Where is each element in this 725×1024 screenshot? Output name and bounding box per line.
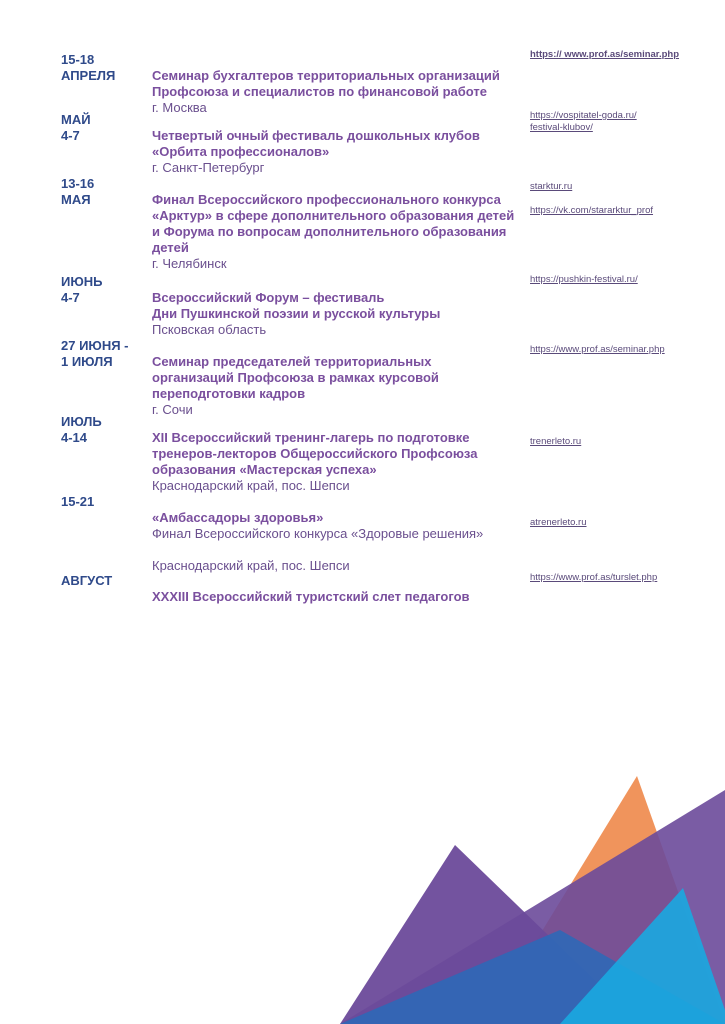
event-title-text: XII Всероссийский тренинг-лагерь по подготовке тренеров-лекторов Общероссийского Профсоюза образования «Мастерская успеха»: [152, 430, 478, 477]
event-link[interactable]: https://pushkin-festival.ru/: [530, 274, 638, 285]
event-link[interactable]: atrenerleto.ru: [530, 517, 587, 528]
event-title-text: «Амбассадоры здоровья»: [152, 510, 324, 525]
event-date: 15-21: [61, 494, 95, 509]
event-place: г. Челябинск: [152, 256, 227, 271]
event-place: Псковская область: [152, 322, 267, 337]
event-title-text: Финал Всероссийского профессионального конкурса «Арктур» в сфере дополнительного образования детей и Форума по вопросам дополнительного образования детей: [152, 192, 515, 255]
event-date: 15-18 АПРЕЛЯ: [61, 52, 116, 83]
event-title-text: Семинар председателей территориальных организаций Профсоюза в рамках курсовой переподготовки кадров: [152, 354, 439, 401]
event-date: АВГУСТ: [61, 573, 113, 588]
event-link[interactable]: https://www.prof.as/turslet.php: [530, 572, 658, 583]
event-date: ИЮНЬ 4-7: [61, 274, 103, 305]
event-link[interactable]: https://www.prof.as/seminar.php: [530, 344, 665, 355]
event-date: 13-16 МАЯ: [61, 176, 95, 207]
event-link[interactable]: trenerleto.ru: [530, 436, 582, 447]
event-place: г. Санкт-Петербург: [152, 160, 265, 175]
event-link[interactable]: https:// www.prof.as/seminar.php: [530, 49, 680, 60]
event-title-text: Семинар бухгалтеров территориальных организаций Профсоюза и специалистов по финансовой работе: [152, 68, 500, 99]
event-place: Краснодарский край, пос. Шепси: [152, 478, 350, 493]
event-subtitle: Финал Всероссийского конкурса «Здоровые решения»: [152, 526, 484, 541]
event-link[interactable]: https://vospitatel-goda.ru/ festival-klubov/: [530, 110, 637, 133]
event-place: г. Москва: [152, 100, 207, 115]
event-date: ИЮЛЬ 4-14: [61, 414, 102, 445]
event-link[interactable]: starktur.ru: [530, 181, 573, 192]
event-link-vk[interactable]: https://vk.com/stararktur_prof: [530, 205, 654, 216]
event-place: Краснодарский край, пос. Шепси: [152, 558, 350, 573]
event-date: МАЙ 4-7: [61, 112, 91, 143]
event-title-text: Всероссийский Форум – фестиваль Дни Пушкинской поэзии и русской культуры: [152, 290, 441, 321]
event-place: г. Сочи: [152, 402, 193, 417]
event-title-text: XXXIII Всероссийский туристский слет педагогов: [152, 589, 470, 604]
event-date: 27 ИЮНЯ - 1 ИЮЛЯ: [61, 338, 129, 369]
event-title-text: Четвертый очный фестиваль дошкольных клубов «Орбита профессионалов»: [152, 128, 480, 159]
